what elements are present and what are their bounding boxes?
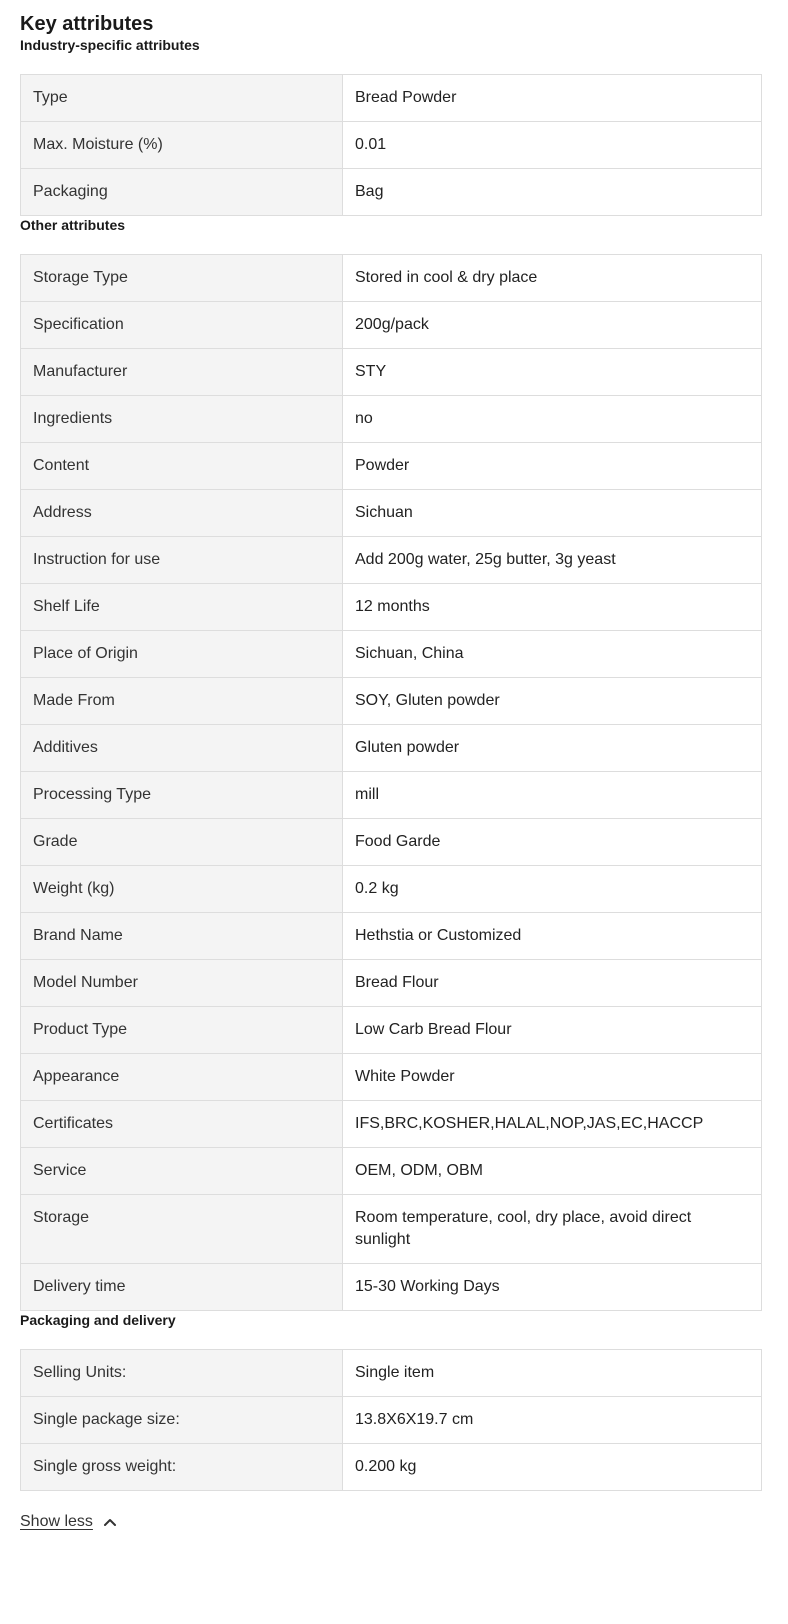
- attribute-row: [21, 169, 762, 216]
- attribute-key: Processing Type: [21, 772, 343, 819]
- attribute-key: Grade: [21, 819, 343, 866]
- industry-attributes-table: [20, 74, 762, 216]
- attribute-key: Storage: [21, 1195, 343, 1264]
- attribute-value: mill: [343, 772, 762, 819]
- attribute-row: [21, 1054, 762, 1101]
- attribute-value: Sichuan, China: [343, 631, 762, 678]
- attribute-value: IFS,BRC,KOSHER,HALAL,NOP,JAS,EC,HACCP: [343, 1101, 762, 1148]
- attribute-row: [21, 913, 762, 960]
- attribute-key: Delivery time: [21, 1264, 343, 1311]
- attribute-row: [21, 819, 762, 866]
- attribute-row: [21, 1101, 762, 1148]
- attribute-value: Sichuan: [343, 490, 762, 537]
- attribute-value: 15-30 Working Days: [343, 1264, 762, 1311]
- attribute-key: Max. Moisture (%): [21, 122, 343, 169]
- attribute-key: Shelf Life: [21, 584, 343, 631]
- attribute-row: [21, 678, 762, 725]
- attribute-row: [21, 349, 762, 396]
- attribute-key: Selling Units:: [21, 1350, 343, 1397]
- page-title: Key attributes: [20, 13, 154, 35]
- attribute-value: 13.8X6X19.7 cm: [343, 1397, 762, 1444]
- attribute-row: [21, 490, 762, 537]
- attribute-value: Food Garde: [343, 819, 762, 866]
- attribute-key: Place of Origin: [21, 631, 343, 678]
- attribute-value: Bread Flour: [343, 960, 762, 1007]
- attribute-row: [21, 584, 762, 631]
- attribute-row: [21, 1350, 762, 1397]
- attribute-value: no: [343, 396, 762, 443]
- attribute-value: Add 200g water, 25g butter, 3g yeast: [343, 537, 762, 584]
- attribute-row: [21, 631, 762, 678]
- attribute-key: Type: [21, 75, 343, 122]
- attribute-value: 12 months: [343, 584, 762, 631]
- attribute-value: OEM, ODM, OBM: [343, 1148, 762, 1195]
- attribute-key: Additives: [21, 725, 343, 772]
- attribute-key: Model Number: [21, 960, 343, 1007]
- attribute-value: Bag: [343, 169, 762, 216]
- attribute-value: 0.2 kg: [343, 866, 762, 913]
- other-attributes-table: [20, 254, 762, 1311]
- attribute-row: [21, 1397, 762, 1444]
- attribute-value: 0.200 kg: [343, 1444, 762, 1491]
- show-less-button[interactable]: [20, 1513, 117, 1531]
- attribute-row: [21, 960, 762, 1007]
- chevron-up-icon: [103, 1517, 117, 1527]
- attribute-key: Single package size:: [21, 1397, 343, 1444]
- attribute-value: 200g/pack: [343, 302, 762, 349]
- attribute-value: Room temperature, cool, dry place, avoid direct sunlight: [343, 1195, 762, 1264]
- attribute-row: [21, 302, 762, 349]
- attribute-key: Packaging: [21, 169, 343, 216]
- attribute-value: Single item: [343, 1350, 762, 1397]
- attribute-key: Weight (kg): [21, 866, 343, 913]
- attribute-value: Bread Powder: [343, 75, 762, 122]
- attribute-key: Certificates: [21, 1101, 343, 1148]
- attribute-key: Product Type: [21, 1007, 343, 1054]
- attribute-value: White Powder: [343, 1054, 762, 1101]
- attribute-value: Hethstia or Customized: [343, 913, 762, 960]
- attribute-row: [21, 396, 762, 443]
- attribute-row: [21, 772, 762, 819]
- attribute-value: Gluten powder: [343, 725, 762, 772]
- attribute-row: [21, 1264, 762, 1311]
- attribute-key: Brand Name: [21, 913, 343, 960]
- attribute-key: Appearance: [21, 1054, 343, 1101]
- attribute-row: [21, 1007, 762, 1054]
- attribute-row: [21, 1148, 762, 1195]
- attribute-row: [21, 122, 762, 169]
- attribute-row: [21, 75, 762, 122]
- attribute-key: Instruction for use: [21, 537, 343, 584]
- attribute-key: Ingredients: [21, 396, 343, 443]
- attribute-row: [21, 255, 762, 302]
- attribute-key: Single gross weight:: [21, 1444, 343, 1491]
- attribute-row: [21, 537, 762, 584]
- attribute-key: Manufacturer: [21, 349, 343, 396]
- packaging-attributes-table: [20, 1349, 762, 1491]
- attribute-key: Specification: [21, 302, 343, 349]
- attribute-value: Low Carb Bread Flour: [343, 1007, 762, 1054]
- attribute-value: Powder: [343, 443, 762, 490]
- attribute-key: Address: [21, 490, 343, 537]
- section-heading-industry: Industry-specific attributes: [20, 37, 200, 53]
- attribute-value: STY: [343, 349, 762, 396]
- attribute-value: Stored in cool & dry place: [343, 255, 762, 302]
- attribute-row: [21, 1444, 762, 1491]
- attribute-row: [21, 866, 762, 913]
- attribute-key: Service: [21, 1148, 343, 1195]
- attribute-row: [21, 443, 762, 490]
- section-heading-other: Other attributes: [20, 217, 126, 233]
- attribute-key: Made From: [21, 678, 343, 725]
- attribute-value: SOY, Gluten powder: [343, 678, 762, 725]
- section-heading-packaging: Packaging and delivery: [20, 1312, 176, 1328]
- attribute-key: Content: [21, 443, 343, 490]
- attribute-row: [21, 1195, 762, 1264]
- show-less-label: Show less: [20, 1513, 93, 1530]
- attribute-value: 0.01: [343, 122, 762, 169]
- attribute-key: Storage Type: [21, 255, 343, 302]
- attribute-row: [21, 725, 762, 772]
